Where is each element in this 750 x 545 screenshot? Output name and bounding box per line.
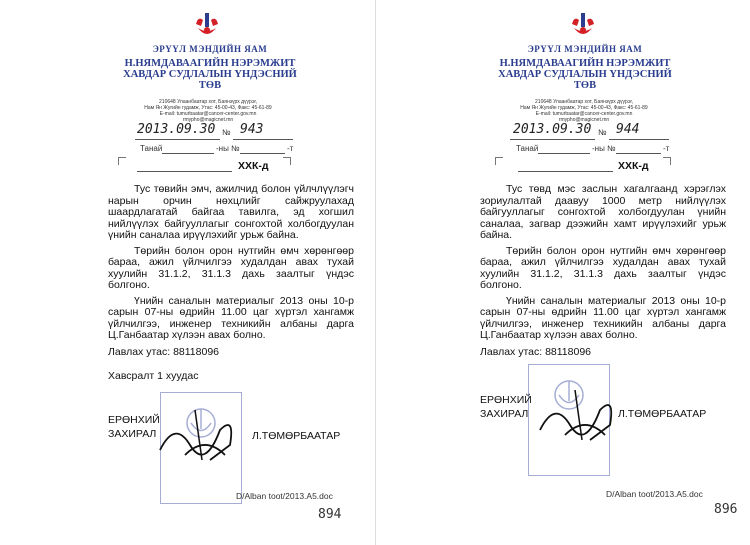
reply-number-line (616, 152, 661, 154)
reply-number-label: -ны № (216, 144, 240, 153)
org-name-line1: Н.НЯМДАВААГИЙН НЭРЭМЖИТ (124, 58, 296, 69)
reply-date-line (162, 152, 214, 154)
letter-page-left (0, 0, 372, 545)
address-line: 210648 Улаанбаатар хот, Баянзүрх дүүрэг, (535, 99, 633, 105)
page-number: 896 (714, 502, 738, 517)
ministry-name: ЭРҮҮЛ МЭНДИЙН ЯАМ (527, 44, 643, 54)
body-paragraph: Үнийн саналын материалыг 2013 оны 10-р сарын 07-ны өдрийн 11.00 цаг хүртэл хангамж үйлчилгээ, инженер техникийн албаны дарга Ц.Ганбаатар хүлээн авах болно. (108, 294, 354, 341)
address-line: rmypho@magicnet.mn (182, 117, 234, 123)
date-underline (510, 138, 595, 140)
org-name-line3: ТӨВ (198, 80, 222, 91)
letter-number: 944 (616, 122, 640, 137)
cancer-center-emblem-icon (570, 12, 596, 40)
letter-body (480, 184, 726, 346)
number-label: № (598, 128, 607, 137)
signer-name: Л.ТӨМӨРБААТАР (618, 408, 707, 420)
address-corner-tr (283, 157, 291, 165)
org-name-line2: ХАВДАР СУДЛАЛЫН ҮНДЭСНИЙ (498, 69, 672, 80)
number-underline (609, 138, 669, 140)
reply-end: -т (663, 144, 670, 153)
address-block (118, 99, 298, 123)
address-line: rmypho@magicnet.mn (558, 117, 610, 123)
address-corner-tr (663, 157, 671, 165)
body-paragraph: Тус төвд мэс заслын хагалгаанд хэрэглэх зориулалтай даавуу 1000 метр нийлүүлэх байгууллагыг сонгохтой холбогдуулан үнийн саналаа, загвар дээжийн хамт ирүүлэхийг урьж байна. (480, 183, 726, 241)
signer-name: Л.ТӨМӨРБААТАР (252, 430, 341, 442)
signer-title: ЕРӨНХИЙ (480, 394, 532, 406)
handwritten-signature (530, 380, 630, 450)
letter-body (108, 184, 354, 346)
doc-reference: D/Alban toot/2013.A5.doc (606, 489, 703, 499)
page-number: 894 (318, 507, 342, 522)
number-label: № (222, 128, 231, 137)
body-paragraph: Төрийн болон орон нутгийн өмч хөрөнгөөр бараа, ажил үйлчилгээ худалдан авах тухай хуулийн 31.1.2, 31.1.3 дахь заалтыг үндэс болгоно. (108, 244, 354, 291)
body-paragraph: Тус төвийн эмч, ажилчид болон үйлчлүүлэгч нарын орчин нөхцлийг сайжруулахад шаардлагатай байгаа тавилга, эд хогшил нийлүүлэх байгууллагыг сонгохтой холбогдуулан үнийн саналаа ирүүлэхийг урьж байна. (108, 183, 354, 241)
reply-label: Танай (516, 144, 539, 153)
body-paragraph: Үнийн саналын материалыг 2013 оны 10-р сарын 07-ны өдрийн 11.00 цаг хүртэл хангамж үйлчилгээ, инженер техникийн албаны дарга Ц.Ганбаатар хүлээн авах болно. (480, 294, 726, 341)
letterhead (480, 44, 690, 91)
address-line: E-mail: tumurbaatar@cancer-center.gov.mn (535, 111, 633, 117)
date-underline (135, 138, 220, 140)
letterhead (105, 44, 315, 91)
signer-title: ЕРӨНХИЙ (108, 414, 160, 426)
address-line: 210648 Улаанбаатар хот, Баянзүрх дүүрэг, (159, 99, 257, 105)
recipient-suffix: ХХК-д (238, 160, 269, 172)
address-corner-tl (118, 157, 126, 165)
number-underline (233, 138, 293, 140)
signer-title: ЗАХИРАЛ (480, 408, 529, 420)
attachment-note: Хавсралт 1 хуудас (108, 370, 199, 382)
letter-number: 943 (240, 122, 264, 137)
letter-page-right (380, 0, 750, 545)
handwritten-signature (150, 400, 250, 470)
reply-end: -т (287, 144, 294, 153)
org-name-line3: ТӨВ (573, 80, 597, 91)
recipient-line (518, 170, 613, 172)
address-line: Нам Ян Жугийн гудамж, Утас: 45-00-43, Факс: 45-61-89 (520, 105, 648, 111)
phone-reference: Лавлах утас: 88118096 (108, 346, 220, 358)
reply-date-line (538, 152, 590, 154)
org-name-line2: ХАВДАР СУДЛАЛЫН ҮНДЭСНИЙ (123, 69, 297, 80)
address-block (494, 99, 674, 123)
recipient-line (137, 170, 232, 172)
org-name-line1: Н.НЯМДАВААГИЙН НЭРЭМЖИТ (499, 58, 671, 69)
address-corner-tl (495, 157, 503, 165)
doc-reference: D/Alban toot/2013.A5.doc (236, 491, 333, 501)
cancer-center-emblem-icon (194, 12, 220, 40)
reply-number-line (240, 152, 285, 154)
reply-number-label: -ны № (592, 144, 616, 153)
address-line: Нам Ян Жугийн гудамж, Утас: 45-00-43, Факс: 45-61-89 (144, 105, 272, 111)
signer-title: ЗАХИРАЛ (108, 428, 157, 440)
page-divider (375, 0, 376, 545)
recipient-suffix: ХХК-д (618, 160, 649, 172)
letter-date: 2013.09.30 (513, 122, 592, 137)
reply-label: Танай (140, 144, 163, 153)
letter-date: 2013.09.30 (137, 122, 216, 137)
phone-reference: Лавлах утас: 88118096 (480, 346, 592, 358)
ministry-name: ЭРҮҮЛ МЭНДИЙН ЯАМ (152, 44, 268, 54)
body-paragraph: Төрийн болон орон нутгийн өмч хөрөнгөөр бараа, ажил үйлчилгээ худалдан авах тухай хуулийн 31.1.2, 31.1.3 дахь заалтыг үндэс болгоно. (480, 244, 726, 291)
address-line: E-mail: tumurbaatar@cancer-center.gov.mn (159, 111, 257, 117)
